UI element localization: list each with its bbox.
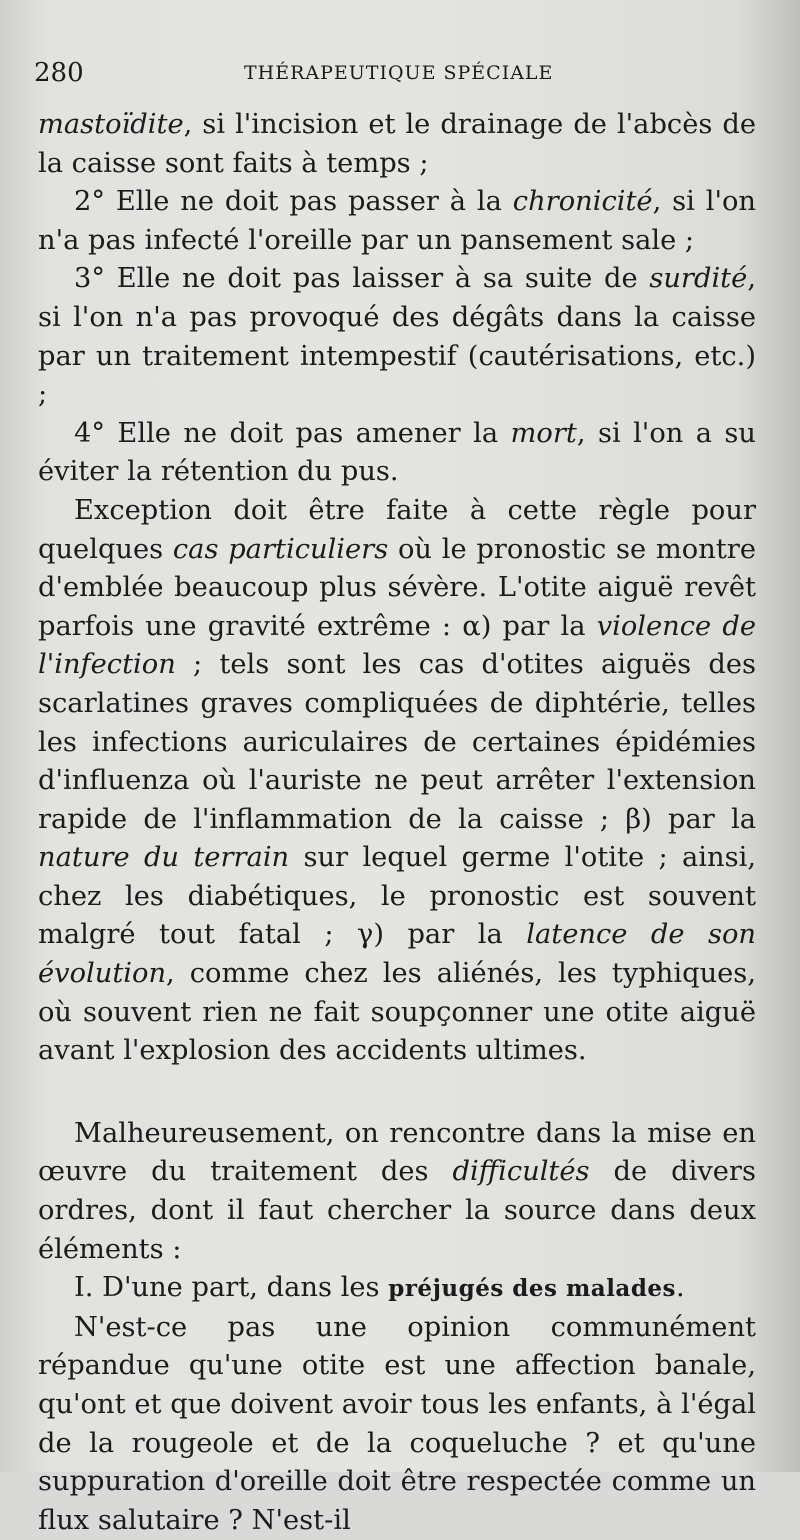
text-run: 2° Elle ne doit pas passer à la: [74, 186, 513, 218]
text-run: .: [676, 1272, 685, 1304]
paragraph-8: [38, 1309, 756, 1540]
italic-term: latence de son évolution: [38, 919, 757, 990]
italic-term: chronicité: [512, 186, 653, 218]
body-text: [38, 106, 756, 1540]
text-run: ; tels sont les cas d'otites aiguës des scarlatines graves compliquées de diphtérie, telles les infections auriculaires de certaines épidémies d'influenza où l'auriste ne peut arrêter l'extension rapide de l'inflammation de la caisse ; β) par la: [38, 649, 756, 835]
text-run: où le pronostic se montre d'emblée beaucoup plus sévère. L'otite aiguë revêt parfois une gravité extrême : α) par la: [38, 533, 756, 642]
text-run: , si l'on n'a pas provoqué des dégâts dans la caisse par un traitement intempestif (cautérisations, etc.) ;: [38, 263, 756, 411]
text-run: de divers ordres, dont il faut chercher la source dans deux éléments :: [38, 1156, 756, 1265]
italic-term: surdité: [649, 263, 748, 295]
italic-term: difficultés: [452, 1156, 590, 1188]
paragraph-6: [38, 1115, 756, 1269]
section-gap: [38, 1071, 756, 1115]
paragraph-1: [38, 106, 756, 183]
text-run: Exception doit être faite à cette règle pour quelques: [38, 494, 756, 565]
text-run: 3° Elle ne doit pas laisser à sa suite de: [74, 263, 650, 295]
running-title: THÉRAPEUTIQUE SPÉCIALE: [244, 62, 554, 84]
text-run: Malheureusement, on rencontre dans la mise en œuvre du traitement des: [38, 1117, 756, 1188]
paragraph-5: [38, 492, 756, 1071]
paragraph-4: [38, 415, 756, 492]
text-run: 4° Elle ne doit pas amener la: [74, 417, 511, 449]
text-run: , si l'on a su éviter la rétention du pus.: [38, 417, 756, 488]
page-header: [34, 58, 760, 88]
text-run: , si l'incision et le drainage de l'abcès de la caisse sont faits à temps ;: [38, 109, 756, 179]
italic-term: mastoïdite: [38, 109, 184, 140]
page-number: 280: [34, 58, 84, 88]
text-run: , comme chez les aliénés, les typhiques, où souvent rien ne fait soupçonner une otite aiguë avant l'explosion des accidents ultimes.: [38, 958, 756, 1067]
italic-term: nature du terrain: [38, 842, 290, 874]
paragraph-2: [38, 183, 756, 260]
italic-term: mort: [510, 417, 577, 449]
italic-term: violence de l'infection: [38, 610, 756, 681]
paragraph-7: [38, 1269, 756, 1309]
text-run: N'est-ce pas une opinion communément répandue qu'une otite est une affection banale, qu'ont et que doivent avoir tous les enfants, à l'égal de la rougeole et de la coqueluche ? et qu'une suppuration d'oreille doit être respectée comme un flux salutaire ? N'est-il: [38, 1311, 756, 1536]
paragraph-3: [38, 260, 756, 414]
italic-term: cas particuliers: [172, 533, 389, 565]
text-run: , si l'on n'a pas infecté l'oreille par un pansement sale ;: [38, 186, 756, 256]
text-run: sur lequel germe l'otite ; ainsi, chez les diabétiques, le pronostic est souvent malgré tout fatal ; γ) par la: [38, 842, 756, 951]
text-run: I. D'une part, dans les: [74, 1272, 389, 1304]
bold-term: préjugés des malades: [388, 1275, 676, 1303]
